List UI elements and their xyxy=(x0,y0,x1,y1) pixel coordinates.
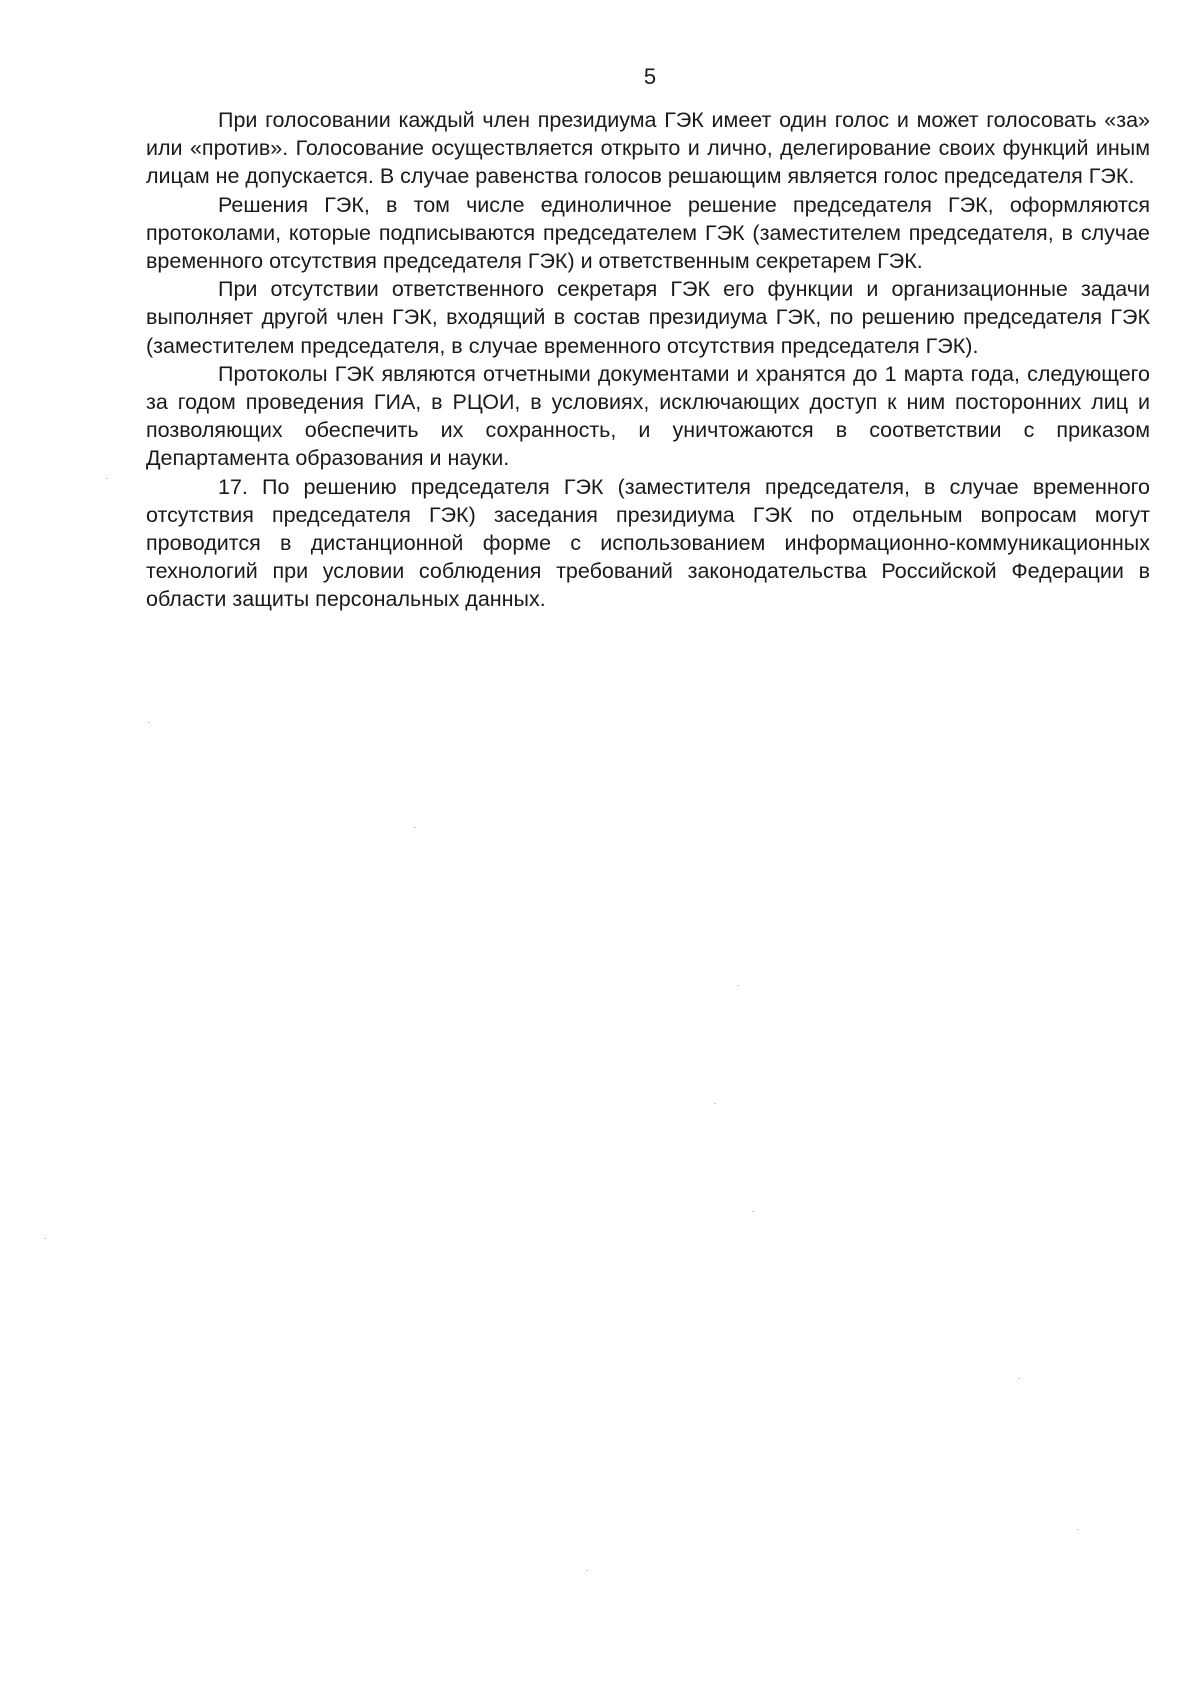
page-number: 5 xyxy=(643,64,657,89)
scan-speck xyxy=(1018,1378,1020,1379)
paragraph-protocols-storage: Протоколы ГЭК являются отчетными документами и хранятся до 1 марта года, следующего за годом проведения ГИА, в РЦОИ, в условиях, исключающих доступ к ним посторонних лиц и позволяющих обеспечить их сохранность, и уничтожаются в соответствии с приказом Департамента образования и науки. xyxy=(146,361,1150,471)
paragraph-secretary-absence: При отсутствии ответственного секретаря ГЭК его функции и организационные задачи выполняет другой член ГЭК, входящий в состав президиума ГЭК, по решению председателя ГЭК (заместителем председателя, в случае временного отсутствия председателя ГЭК). xyxy=(146,277,1150,358)
scan-speck xyxy=(414,827,416,828)
scan-speck xyxy=(148,722,150,723)
scan-speck xyxy=(44,1238,46,1239)
paragraph-item-17: 17. По решению председателя ГЭК (заместителя председателя, в случае временного отсутствия председателя ГЭК) заседания президиума ГЭК по отдельным вопросам могут проводится в дистанционной форме с использованием информационно-коммуникационных технологий при условии соблюдения требований законодательства Российской Федерации в области защиты персональных данных. xyxy=(146,474,1150,612)
paragraph-decisions: Решения ГЭК, в том числе единоличное решение председателя ГЭК, оформляются протоколами, которые подписываются председателем ГЭК (заместителем председателя, в случае временного отсутствия председателя ГЭК) и ответственным секретарем ГЭК. xyxy=(146,192,1150,274)
scan-speck xyxy=(106,478,108,479)
scan-speck xyxy=(752,1211,754,1212)
scan-speck xyxy=(1077,1529,1079,1530)
scan-speck xyxy=(737,985,739,986)
scan-speck xyxy=(714,1103,716,1104)
document-body xyxy=(146,106,1150,614)
paragraph-voting: При голосовании каждый член президиума ГЭК имеет один голос и может голосовать «за» или «против». Голосование осуществляется открыто и лично, делегирование своих функций иным лицам не допускается. В случае равенства голосов решающим является голос председателя ГЭК. xyxy=(146,108,1150,189)
scan-speck xyxy=(586,1570,588,1571)
